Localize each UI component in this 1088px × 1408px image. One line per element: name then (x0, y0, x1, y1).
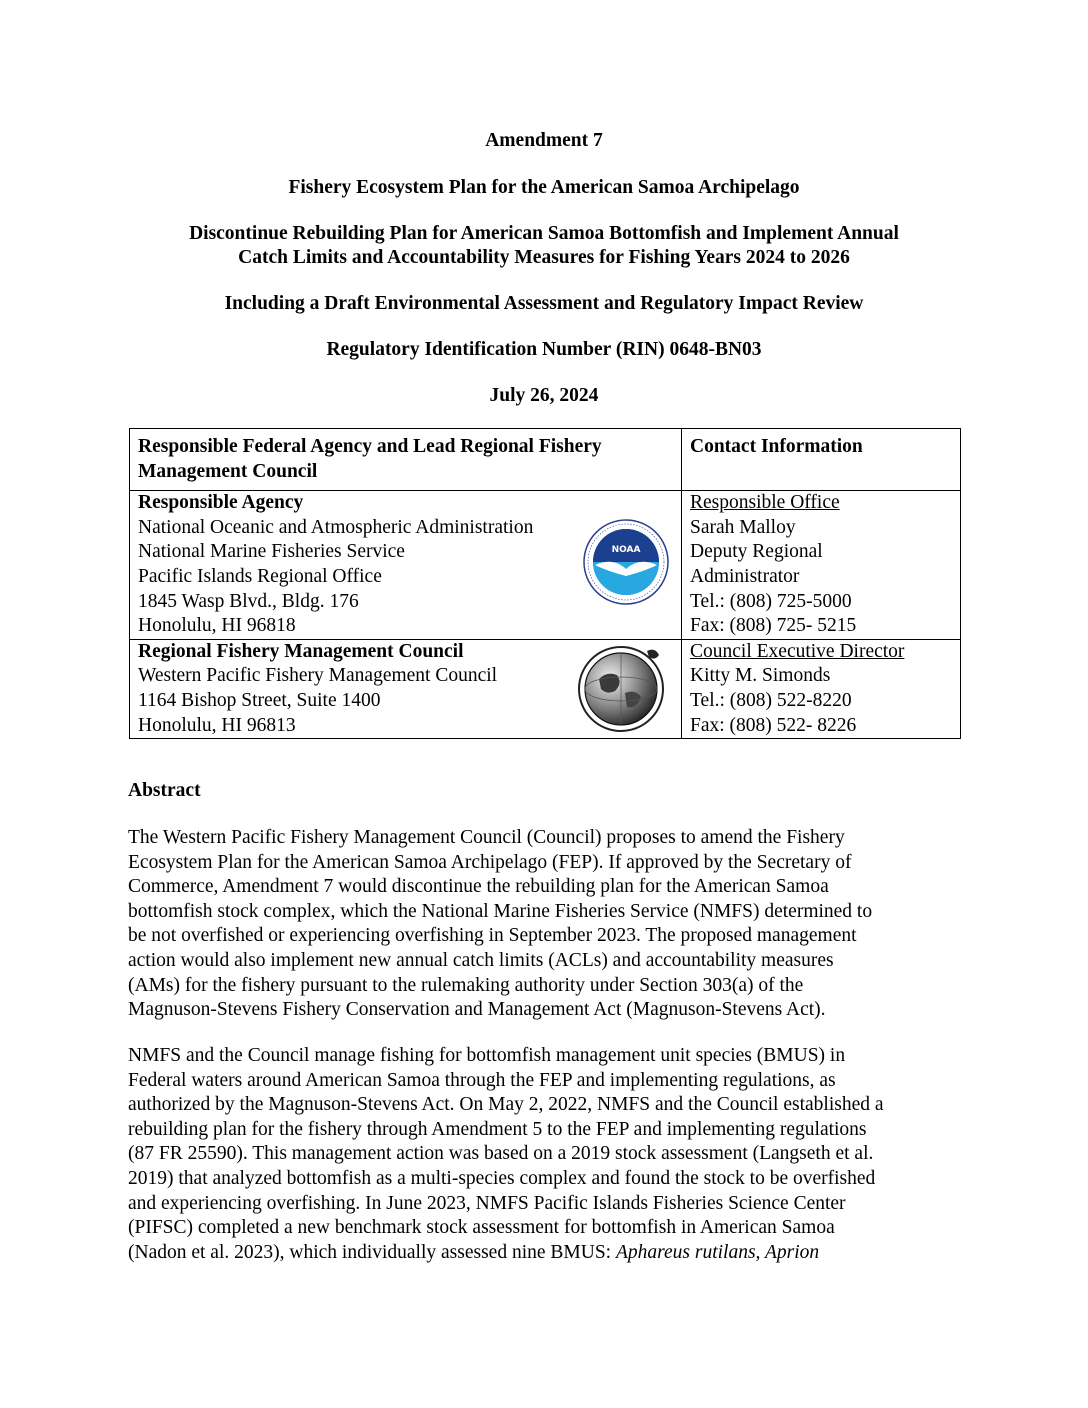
agency-cell (130, 491, 682, 640)
text-line: Commerce, Amendment 7 would discontinue the rebuilding plan for the American Samoa (128, 876, 829, 898)
text-line: 2019) that analyzed bottomfish as a multi-species complex and found the stock to be overfished (128, 1167, 876, 1189)
text-line: (87 FR 25590). This management action was based on a 2019 stock assessment (Langseth et al. (128, 1143, 874, 1165)
agency-heading: Responsible Agency (138, 492, 304, 514)
table-header-row (130, 429, 961, 491)
action-title (128, 222, 960, 270)
action-title-line-1: Discontinue Rebuilding Plan for American Samoa Bottomfish and Implement Annual (189, 223, 899, 244)
table-row-council (130, 639, 961, 738)
agency-line: Honolulu, HI 96818 (138, 615, 296, 637)
header-agency (130, 429, 682, 491)
contact-line: Fax: (808) 522- 8226 (690, 714, 857, 736)
text-line: action would also implement new annual catch limits (ACLs) and accountability measures (128, 949, 834, 971)
contact-line: Tel.: (808) 522-8220 (690, 689, 852, 711)
contact-line: Fax: (808) 725- 5215 (690, 615, 857, 637)
text-line: (PIFSC) completed a new benchmark stock assessment for bottomfish in American Samoa (128, 1217, 835, 1239)
noaa-logo-icon (583, 519, 669, 605)
text-line: Federal waters around American Samoa through the FEP and implementing regulations, as (128, 1069, 836, 1091)
header-agency-line-1: Responsible Federal Agency and Lead Regional Fishery (138, 436, 602, 457)
council-globe-logo-icon (577, 643, 665, 735)
abstract-paragraph-2 (128, 1044, 960, 1265)
text-line: Ecosystem Plan for the American Samoa Archipelago (FEP). If approved by the Secretary of (128, 851, 852, 873)
contact-line: Sarah Malloy (690, 516, 796, 538)
agency-line: National Marine Fisheries Service (138, 541, 405, 563)
abstract-heading: Abstract (128, 780, 201, 801)
action-title-line-2: Catch Limits and Accountability Measures for Fishing Years 2024 to 2026 (238, 247, 850, 268)
text-line: rebuilding plan for the fishery through Amendment 5 to the FEP and implementing regulations (128, 1118, 867, 1140)
text-line: The Western Pacific Fishery Management Council (Council) proposes to amend the Fishery (128, 827, 845, 848)
text-line: NMFS and the Council manage fishing for bottomfish management unit species (BMUS) in (128, 1045, 846, 1066)
agency-contact-table (129, 428, 961, 739)
council-heading: Regional Fishery Management Council (138, 640, 464, 662)
contact-line: Deputy Regional (690, 541, 823, 563)
table-row-agency (130, 491, 961, 640)
plan-title: Fishery Ecosystem Plan for the American Samoa Archipelago (288, 177, 800, 198)
species-names: Aphareus rutilans, Aprion (615, 1241, 820, 1263)
council-cell (130, 639, 682, 738)
text-line (128, 1241, 960, 1266)
rin-title: Regulatory Identification Number (RIN) 0648-BN03 (326, 339, 762, 360)
agency-line: National Oceanic and Atmospheric Administration (138, 516, 534, 538)
document-date: July 26, 2024 (489, 385, 599, 406)
text-line: Magnuson-Stevens Fishery Conservation and Management Act (Magnuson-Stevens Act). (128, 999, 826, 1021)
header-contact: Contact Information (682, 429, 961, 491)
contact-line: Kitty M. Simonds (690, 665, 831, 687)
agency-line: Pacific Islands Regional Office (138, 565, 382, 587)
council-contact-cell (682, 639, 961, 738)
text-line: bottomfish stock complex, which the National Marine Fisheries Service (NMFS) determined to (128, 900, 873, 922)
executive-director-heading: Council Executive Director (690, 640, 905, 662)
council-line: Honolulu, HI 96813 (138, 714, 296, 736)
header-agency-line-2: Management Council (138, 460, 318, 482)
agency-contact-cell (682, 491, 961, 640)
council-line: 1164 Bishop Street, Suite 1400 (138, 689, 381, 711)
responsible-office-heading: Responsible Office (690, 492, 840, 514)
agency-line: 1845 Wasp Blvd., Bldg. 176 (138, 590, 359, 612)
assessment-title: Including a Draft Environmental Assessment and Regulatory Impact Review (224, 293, 864, 314)
text-line: be not overfished or experiencing overfishing in September 2023. The proposed management (128, 925, 857, 947)
text-line: (AMs) for the fishery pursuant to the rulemaking authority under Section 303(a) of the (128, 974, 804, 996)
text-line: authorized by the Magnuson-Stevens Act. On May 2, 2022, NMFS and the Council established a (128, 1094, 884, 1116)
council-line: Western Pacific Fishery Management Council (138, 665, 498, 687)
text-line: and experiencing overfishing. In June 2023, NMFS Pacific Islands Fisheries Science Center (128, 1192, 846, 1214)
text-line-prefix: (Nadon et al. 2023), which individually assessed nine BMUS: (128, 1241, 616, 1263)
contact-line: Administrator (690, 565, 800, 587)
noaa-logo-text: NOAA (611, 545, 641, 556)
amendment-title: Amendment 7 (485, 130, 603, 151)
abstract-paragraph-1 (128, 826, 960, 1023)
contact-line: Tel.: (808) 725-5000 (690, 590, 852, 612)
